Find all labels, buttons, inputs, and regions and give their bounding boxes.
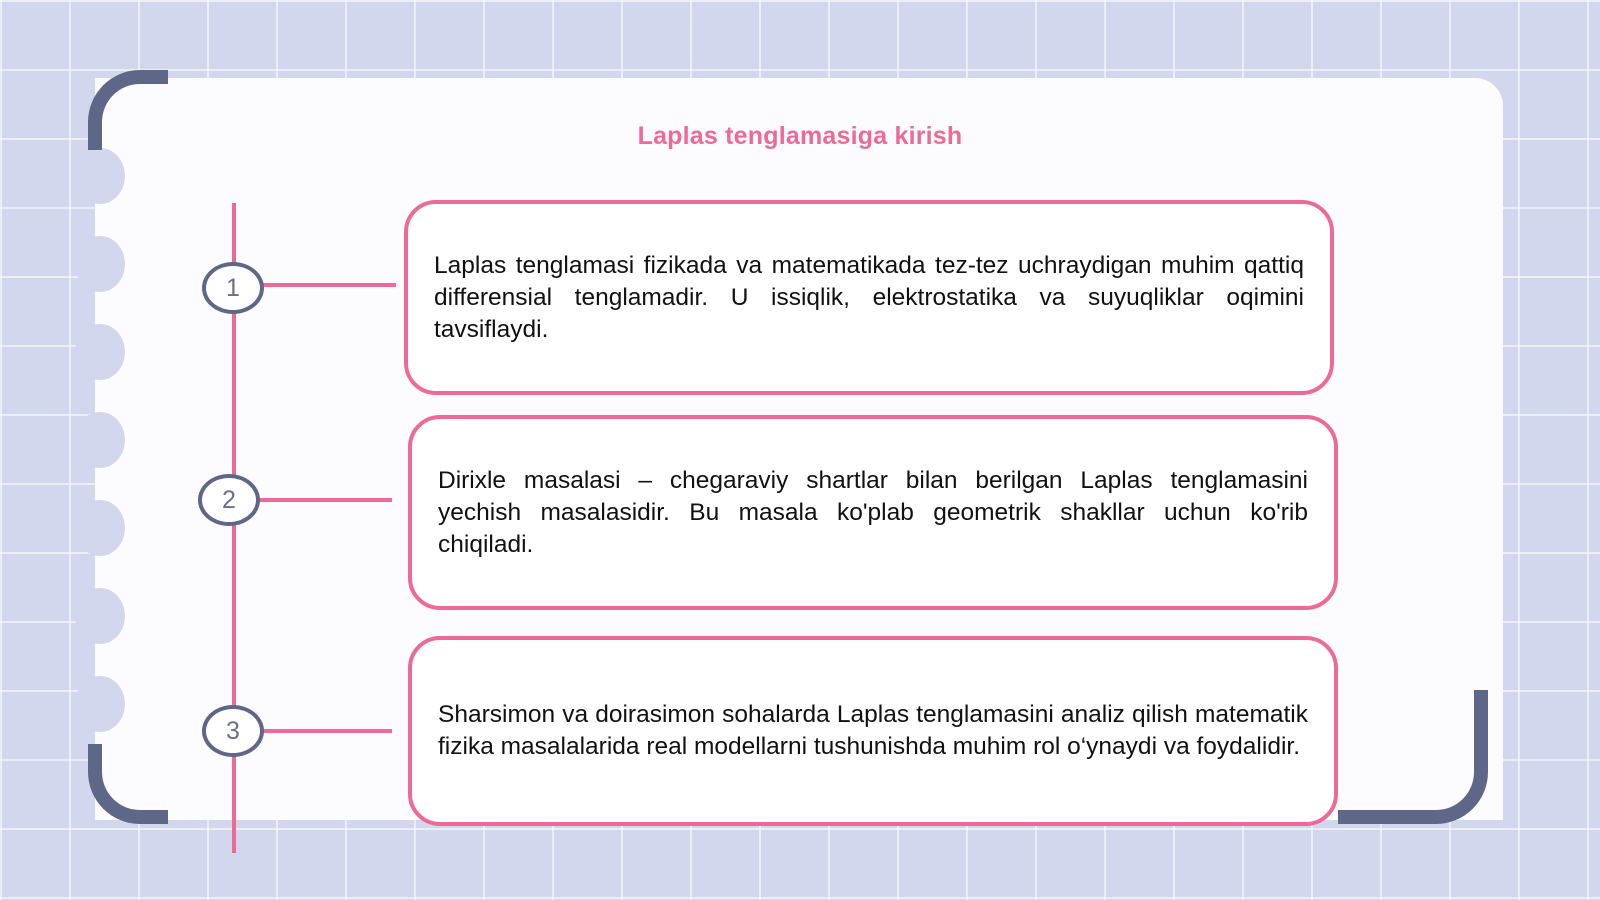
timeline-connector [262, 283, 396, 287]
notebook-notch [75, 412, 125, 468]
frame-corner-bottom-right [1338, 690, 1488, 824]
step-number: 3 [226, 716, 240, 745]
step-number-badge [198, 474, 260, 526]
timeline-connector [258, 498, 392, 502]
timeline-card [408, 636, 1338, 826]
step-number-badge [202, 705, 264, 757]
notebook-notch [75, 588, 125, 644]
step-number: 2 [222, 485, 236, 514]
notebook-notch [75, 148, 125, 204]
card-text: Laplas tenglamasi fizikada va matematikada tez-tez uchraydigan muhim qattiq differensial tenglamadir. U issiqlik, elektrostatika va suyuqliklar oqimini tavsiflaydi. [434, 251, 1304, 343]
notebook-notch [75, 676, 125, 732]
card-text: Dirixle masalasi – chegaraviy shartlar bilan berilgan Laplas tenglamasini yechish masalasidir. Bu masala ko'plab geometrik shakllar uchun ko'rib chiqiladi. [438, 466, 1308, 558]
timeline-card [408, 415, 1338, 610]
timeline-connector [262, 729, 392, 733]
notebook-notch [75, 236, 125, 292]
timeline-card [404, 200, 1334, 395]
step-number: 1 [226, 273, 240, 302]
slide-title: Laplas tenglamasiga kirish [637, 122, 963, 150]
notebook-notch [75, 500, 125, 556]
card-text: Sharsimon va doirasimon sohalarda Laplas tenglamasini analiz qilish matematik fizika masalalarida real modellarni tushunishda muhim rol o‘ynaydi va foydalidir. [438, 701, 1308, 760]
notebook-notch [75, 324, 125, 380]
step-number-badge [202, 262, 264, 314]
